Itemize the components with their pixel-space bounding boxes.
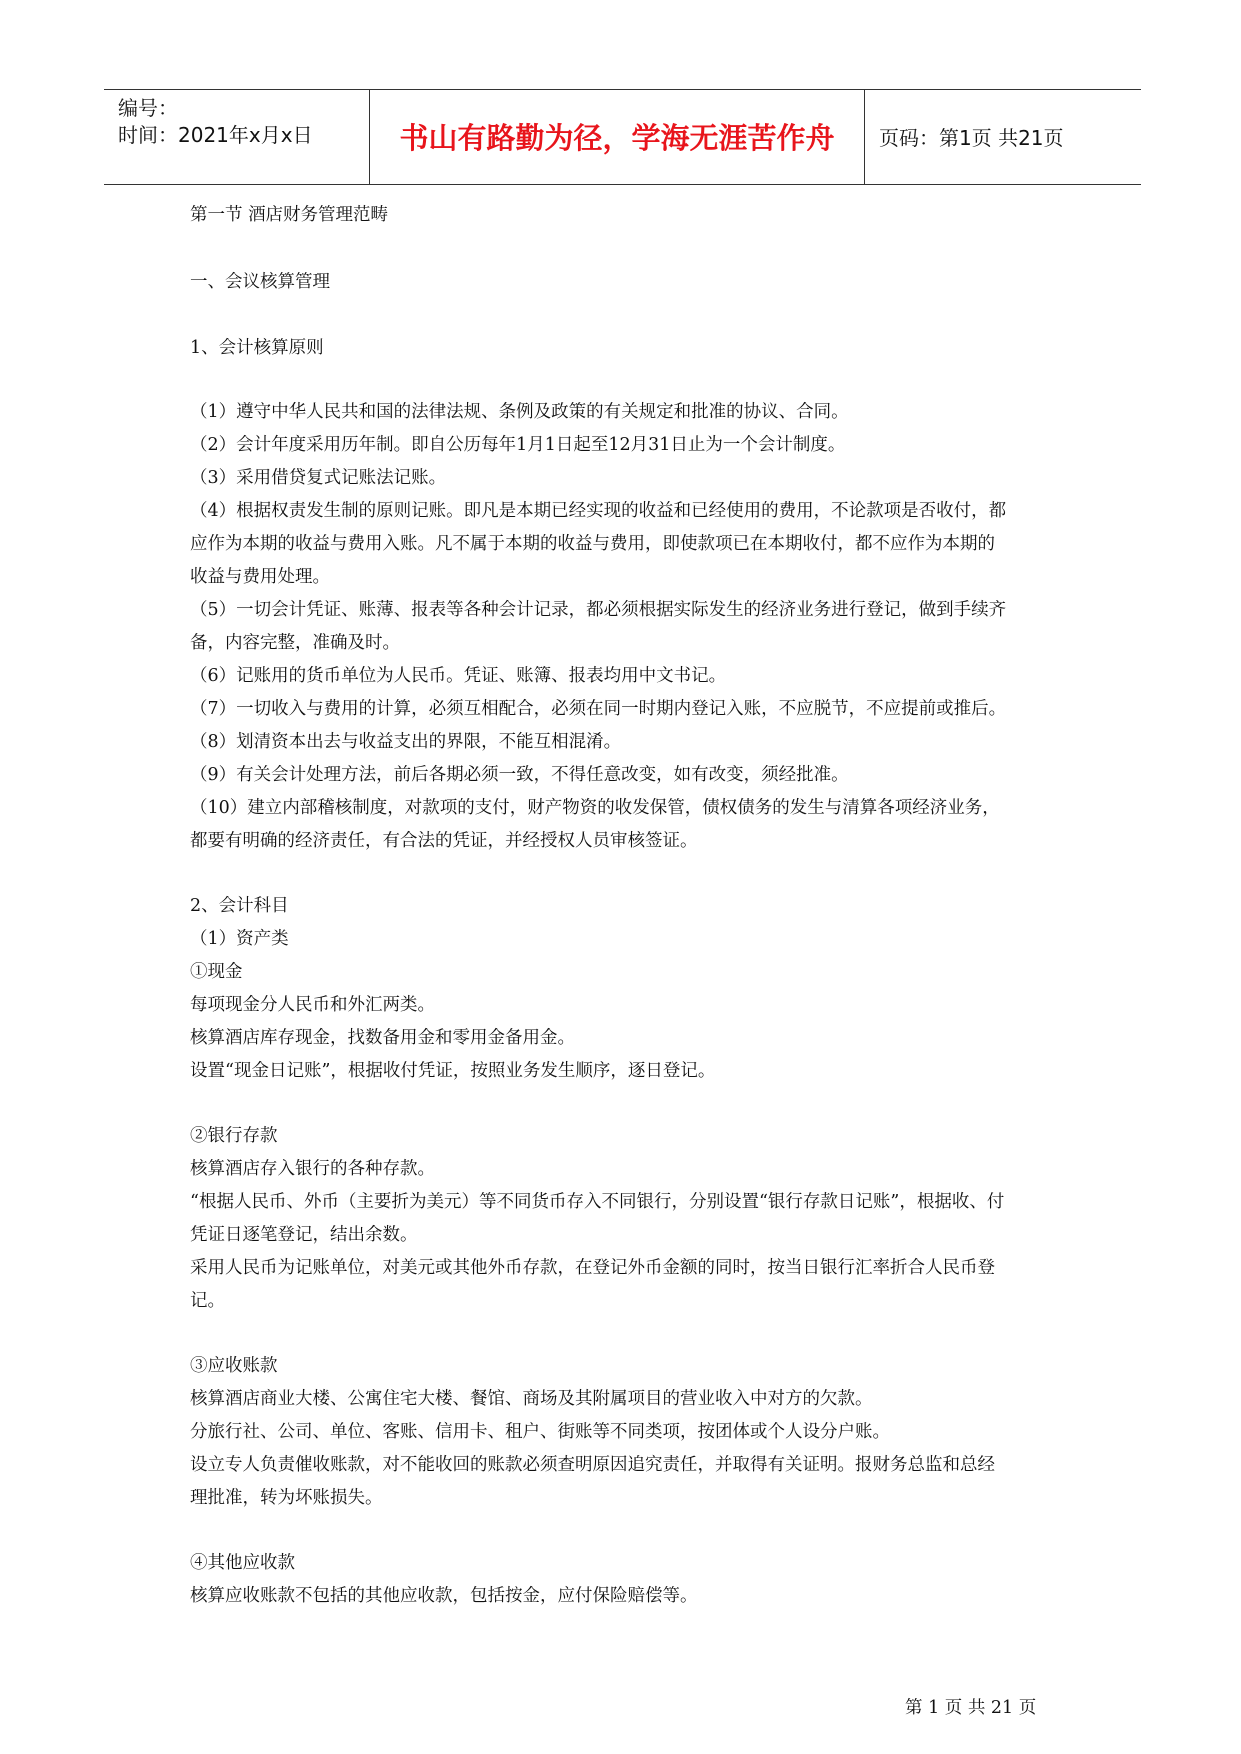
text-line: 设立专人负责催收账款，对不能收回的账款必须查明原因追究责任，并取得有关证明。报财务总监和总经 xyxy=(190,1455,995,1475)
header-left-cell xyxy=(104,90,370,184)
text-line: 设置“现金日记账”，根据收付凭证，按照业务发生顺序，逐日登记。 xyxy=(190,1061,716,1081)
text-line: 第一节 酒店财务管理范畴 xyxy=(190,205,389,225)
text-line: 2、会计科目 xyxy=(190,896,289,916)
text-line: 理批准，转为坏账损失。 xyxy=(190,1488,383,1508)
text-line: 1、会计核算原则 xyxy=(190,338,324,358)
text-line: 记。 xyxy=(190,1291,225,1311)
text-line: （3）采用借贷复式记账法记账。 xyxy=(190,468,447,488)
text-line: 都要有明确的经济责任，有合法的凭证，并经授权人员审核签证。 xyxy=(190,831,698,851)
header-center-cell xyxy=(370,90,865,184)
text-line: （1）资产类 xyxy=(190,929,289,949)
text-line: 分旅行社、公司、单位、客账、信用卡、租户、街账等不同类项，按团体或个人设分户账。 xyxy=(190,1422,890,1442)
number-label: 编号： xyxy=(118,96,178,120)
text-line: 核算酒店存入银行的各种存款。 xyxy=(190,1159,435,1179)
text-line: 核算应收账款不包括的其他应收款，包括按金，应付保险赔偿等。 xyxy=(190,1586,698,1606)
text-line: ①现金 xyxy=(190,962,243,982)
text-line: （2）会计年度采用历年制。即自公历每年1月1日起至12月31日止为一个会计制度。 xyxy=(190,435,846,455)
text-line: （1）遵守中华人民共和国的法律法规、条例及政策的有关规定和批准的协议、合同。 xyxy=(190,402,849,422)
motto: 书山有路勤为径，学海无涯苦作舟 xyxy=(399,121,835,155)
text-line: （9）有关会计处理方法，前后各期必须一致，不得任意改变，如有改变，须经批准。 xyxy=(190,765,849,785)
time-label: 时间：2021年x月x日 xyxy=(118,123,313,147)
text-line: （7）一切收入与费用的计算，必须互相配合，必须在同一时期内登记入账，不应脱节，不应提前或推后。 xyxy=(190,699,1007,719)
text-line: （8）划清资本出去与收益支出的界限，不能互相混淆。 xyxy=(190,732,622,752)
text-line: ③应收账款 xyxy=(190,1356,278,1376)
page-label: 页码：第1页 共21页 xyxy=(879,126,1064,150)
text-line: 收益与费用处理。 xyxy=(190,567,330,587)
text-line: 每项现金分人民币和外汇两类。 xyxy=(190,995,435,1015)
text-line: 一、会议核算管理 xyxy=(190,272,330,292)
text-line: ②银行存款 xyxy=(190,1126,278,1146)
text-line: 核算酒店库存现金，找数备用金和零用金备用金。 xyxy=(190,1028,575,1048)
text-line: 采用人民币为记账单位，对美元或其他外币存款，在登记外币金额的同时，按当日银行汇率折合人民币登 xyxy=(190,1258,995,1278)
text-line: （5）一切会计凭证、账薄、报表等各种会计记录，都必须根据实际发生的经济业务进行登记，做到手续齐 xyxy=(190,600,1007,620)
text-line: （6）记账用的货币单位为人民币。凭证、账簿、报表均用中文书记。 xyxy=(190,666,727,686)
text-line: （4）根据权责发生制的原则记账。即凡是本期已经实现的收益和已经使用的费用，不论款项是否收付，都 xyxy=(190,501,1007,521)
text-line: 核算酒店商业大楼、公寓住宅大楼、餐馆、商场及其附属项目的营业收入中对方的欠款。 xyxy=(190,1389,873,1409)
header-table xyxy=(104,89,1141,185)
page-footer: 第 1 页 共 21 页 xyxy=(905,1698,1037,1718)
text-line: 应作为本期的收益与费用入账。凡不属于本期的收益与费用，即使款项已在本期收付，都不应作为本期的 xyxy=(190,534,995,554)
text-line: “根据人民币、外币（主要折为美元）等不同货币存入不同银行，分别设置“银行存款日记账”，根据收、付 xyxy=(190,1192,1005,1212)
header-right-cell xyxy=(865,90,1141,184)
text-line: 备，内容完整，准确及时。 xyxy=(190,633,400,653)
text-line: （10）建立内部稽核制度，对款项的支付，财产物资的收发保管，债权债务的发生与清算各项经济业务， xyxy=(190,798,1000,818)
text-line: ④其他应收款 xyxy=(190,1553,295,1573)
text-line: 凭证日逐笔登记，结出余数。 xyxy=(190,1225,418,1245)
